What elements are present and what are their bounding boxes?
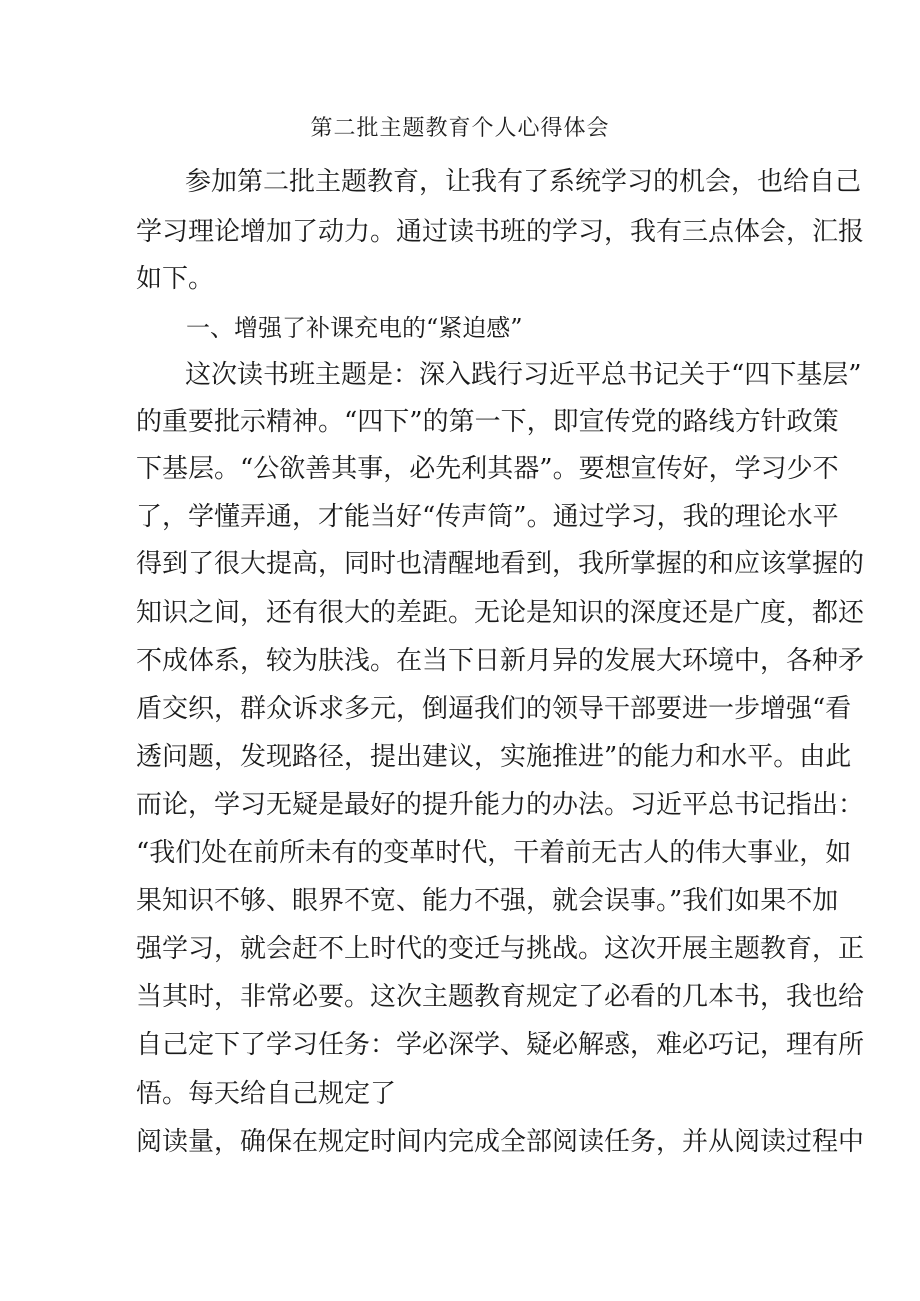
text-line-6: 的重要批示精神。“四下”的第一下，即宣传党的路线方针政策 [136, 407, 839, 437]
text-line-10: 知识之间，还有很大的差距。无论是知识的深度还是广度，都还 [136, 598, 865, 628]
text-line-8: 了，学懂弄通，才能当好“传声筒”。通过学习，我的理论水平 [136, 502, 839, 532]
section-heading-1: 一、增强了补课充电的“紧迫感” [186, 314, 523, 342]
text-line-14: 而论，学习无疑是最好的提升能力的办法。习近平总书记指出： [136, 790, 865, 820]
text-line-3: 如下。 [136, 264, 215, 294]
text-line-18: 当其时，非常必要。这次主题教育规定了必看的几本书，我也给 [136, 982, 865, 1012]
text-line-12: 盾交织，群众诉求多元，倒逼我们的领导干部要进一步增强“看 [136, 694, 852, 724]
text-line-13: 透问题，发现路径，提出建议，实施推进”的能力和水平。由此 [136, 742, 852, 772]
text-line-2: 学习理论增加了动力。通过读书班的学习，我有三点体会，汇报 [136, 217, 865, 247]
text-line-7: 下基层。“公欲善其事，必先利其器”。要想宣传好，学习少不 [136, 454, 839, 484]
text-line-17: 强学习，就会赶不上时代的变迁与挑战。这次开展主题教育，正 [136, 934, 865, 964]
text-line-21: 阅读量，确保在规定时间内完成全部阅读任务，并从阅读过程中 [136, 1127, 865, 1157]
text-line-15: “我们处在前所未有的变革时代，干着前无古人的伟大事业，如 [136, 838, 852, 868]
document-title: 第二批主题教育个人心得体会 [310, 116, 610, 141]
text-line-1: 参加第二批主题教育，让我有了系统学习的机会，也给自己 [185, 167, 862, 197]
text-line-11: 不成体系，较为肤浅。在当下日新月异的发展大环境中，各种矛 [136, 646, 865, 676]
text-line-20: 悟。每天给自己规定了 [136, 1079, 397, 1109]
text-line-16: 果知识不够、眼界不宽、能力不强，就会误事。”我们如果不加 [136, 886, 839, 916]
text-line-5: 这次读书班主题是：深入践行习近平总书记关于“四下基层” [185, 360, 862, 390]
text-line-9: 得到了很大提高，同时也清醒地看到，我所掌握的和应该掌握的 [136, 549, 865, 579]
text-line-19: 自己定下了学习任务：学必深学、疑必解惑，难必巧记，理有所 [136, 1030, 865, 1060]
